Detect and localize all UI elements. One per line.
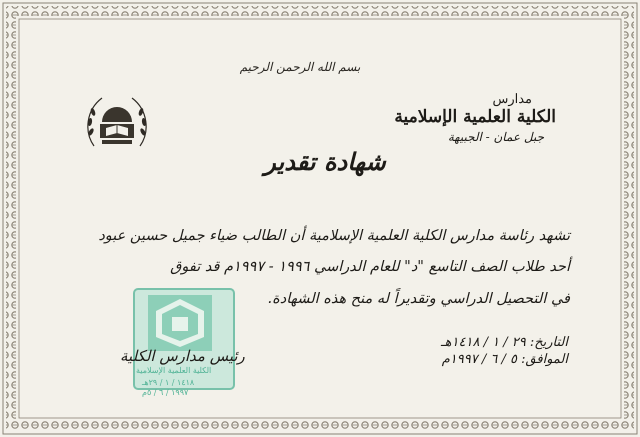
school-emblem-icon — [82, 88, 152, 158]
school-name: الكلية العلمية الإسلامية — [394, 107, 556, 127]
school-location: جبل عمان - الجبيهة — [447, 130, 544, 144]
certificate-title: شهادة تقدير — [264, 147, 386, 176]
basmala: بسم الله الرحمن الرحيم — [239, 60, 361, 74]
body-line-2: أحد طلاب الصف التاسع "د" للعام الدراسي ١٩٩٦ - ١٩٩٧م قد تفوق — [170, 259, 570, 275]
official-stamp-icon — [130, 285, 238, 393]
hijri-date: التاريخ: ٢٩ / ١ / ١٤١٨هـ — [440, 335, 568, 350]
body-line-3: في التحصيل الدراسي وتقديراً له منح هذه الشهادة. — [267, 291, 570, 307]
body-line-1: تشهد رئاسة مدارس الكلية العلمية الإسلامية أن الطالب ضياء جميل حسين عبود — [98, 228, 570, 244]
stamp-text-3: ١٩٩٧ / ٦ / ٥م — [142, 388, 189, 397]
signature-title: رئيس مدارس الكلية — [120, 347, 245, 365]
stamp-text-2: ١٤١٨ / ١ / ٢٩هـ — [142, 378, 195, 387]
gregorian-date: الموافق: ٥ / ٦ / ١٩٩٧م — [441, 352, 568, 367]
stamp-text-1: الكلية العلمية الإسلامية — [136, 366, 212, 375]
school-label: مدارس — [492, 92, 532, 107]
